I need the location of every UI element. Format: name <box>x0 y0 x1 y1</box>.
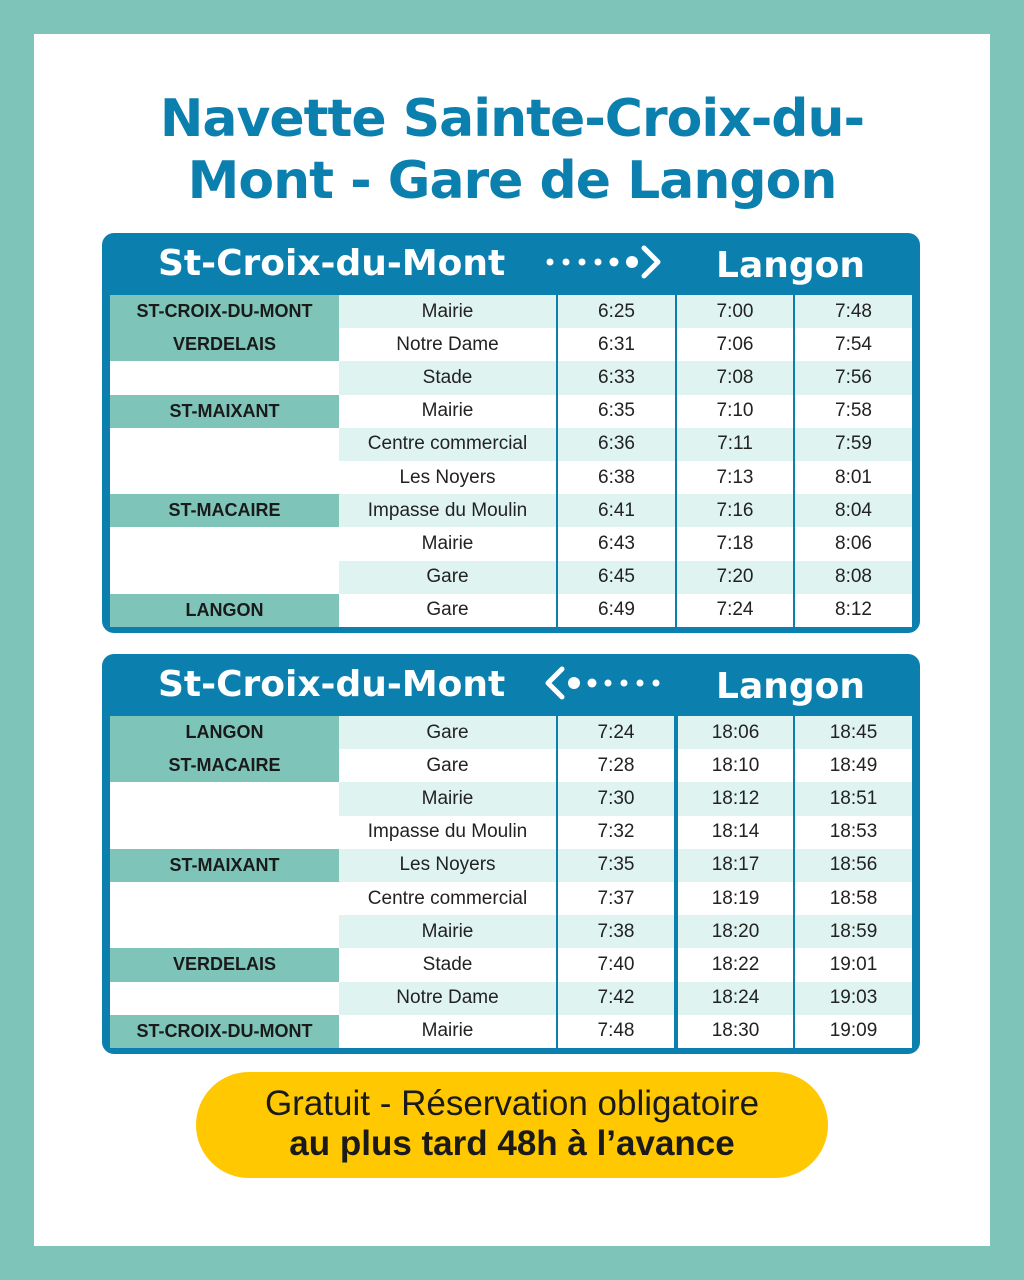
time-cell: 7:48 <box>557 1015 676 1048</box>
outbound-table <box>110 295 912 627</box>
time-cell: 7:16 <box>676 494 794 527</box>
time-cell: 18:59 <box>794 915 912 948</box>
return-timetable <box>102 654 920 1054</box>
time-cell: 18:51 <box>794 782 912 815</box>
time-cell: 7:28 <box>557 749 676 782</box>
town-cell <box>110 982 339 1015</box>
poster-card <box>34 34 990 1246</box>
reservation-banner <box>196 1072 828 1178</box>
stop-cell: Mairie <box>339 915 557 948</box>
time-cell: 6:45 <box>557 561 676 594</box>
time-cell: 19:01 <box>794 948 912 981</box>
time-cell: 18:58 <box>794 882 912 915</box>
table-row <box>110 816 912 849</box>
table-row <box>110 428 912 461</box>
table-row <box>110 982 912 1015</box>
time-cell: 8:08 <box>794 561 912 594</box>
table-row <box>110 749 912 782</box>
time-cell: 7:40 <box>557 948 676 981</box>
table-row <box>110 295 912 328</box>
time-cell: 18:12 <box>676 782 794 815</box>
title-line-1: Navette Sainte-Croix-du- <box>159 89 865 149</box>
town-cell: ST-MACAIRE <box>110 494 339 527</box>
time-cell: 18:14 <box>676 816 794 849</box>
time-cell: 6:41 <box>557 494 676 527</box>
table-row <box>110 494 912 527</box>
stop-cell: Les Noyers <box>339 461 557 494</box>
time-cell: 18:22 <box>676 948 794 981</box>
stop-cell: Notre Dame <box>339 328 557 361</box>
time-cell: 18:17 <box>676 849 794 882</box>
town-cell: ST-CROIX-DU-MONT <box>110 295 339 328</box>
time-cell: 8:06 <box>794 527 912 560</box>
time-cell: 18:06 <box>676 716 794 749</box>
title-line-2: Mont - Gare de Langon <box>187 151 837 211</box>
town-cell <box>110 816 339 849</box>
dotted-arrow-left-icon <box>542 666 672 700</box>
time-cell: 7:37 <box>557 882 676 915</box>
town-cell <box>110 428 339 461</box>
table-row <box>110 849 912 882</box>
time-cell: 7:54 <box>794 328 912 361</box>
return-table <box>110 716 912 1048</box>
time-cell: 18:10 <box>676 749 794 782</box>
town-cell: VERDELAIS <box>110 948 339 981</box>
town-cell: ST-MAIXANT <box>110 849 339 882</box>
time-cell: 6:25 <box>557 295 676 328</box>
time-cell: 7:24 <box>676 594 794 627</box>
time-cell: 6:35 <box>557 395 676 428</box>
time-cell: 7:35 <box>557 849 676 882</box>
stop-cell: Centre commercial <box>339 428 557 461</box>
table-row <box>110 882 912 915</box>
town-cell <box>110 882 339 915</box>
return-origin: Langon <box>716 666 865 707</box>
stop-cell: Stade <box>339 361 557 394</box>
outbound-header <box>102 233 920 295</box>
table-row <box>110 948 912 981</box>
table-row <box>110 594 912 627</box>
stop-cell: Mairie <box>339 527 557 560</box>
time-cell: 6:33 <box>557 361 676 394</box>
stop-cell: Notre Dame <box>339 982 557 1015</box>
stop-cell: Mairie <box>339 1015 557 1048</box>
time-cell: 18:49 <box>794 749 912 782</box>
time-cell: 6:43 <box>557 527 676 560</box>
time-cell: 18:30 <box>676 1015 794 1048</box>
time-cell: 7:20 <box>676 561 794 594</box>
time-cell: 7:00 <box>676 295 794 328</box>
time-cell: 7:08 <box>676 361 794 394</box>
time-cell: 7:30 <box>557 782 676 815</box>
time-cell: 7:24 <box>557 716 676 749</box>
time-cell: 8:12 <box>794 594 912 627</box>
time-cell: 18:19 <box>676 882 794 915</box>
time-cell: 7:59 <box>794 428 912 461</box>
table-row <box>110 561 912 594</box>
outbound-timetable <box>102 233 920 633</box>
table-row <box>110 716 912 749</box>
table-row <box>110 461 912 494</box>
time-cell: 18:20 <box>676 915 794 948</box>
page-title <box>0 88 1024 212</box>
table-row <box>110 782 912 815</box>
outbound-origin: St-Croix-du-Mont <box>158 243 506 284</box>
stop-cell: Centre commercial <box>339 882 557 915</box>
banner-line-1: Gratuit - Réservation obligatoire <box>264 1084 760 1123</box>
town-cell <box>110 915 339 948</box>
town-cell: LANGON <box>110 716 339 749</box>
time-cell: 7:42 <box>557 982 676 1015</box>
table-row <box>110 328 912 361</box>
time-cell: 18:45 <box>794 716 912 749</box>
town-cell <box>110 461 339 494</box>
town-cell <box>110 527 339 560</box>
town-cell <box>110 361 339 394</box>
stop-cell: Stade <box>339 948 557 981</box>
time-cell: 7:32 <box>557 816 676 849</box>
time-cell: 6:31 <box>557 328 676 361</box>
time-cell: 7:18 <box>676 527 794 560</box>
town-cell <box>110 782 339 815</box>
time-cell: 6:38 <box>557 461 676 494</box>
time-cell: 18:56 <box>794 849 912 882</box>
time-cell: 8:04 <box>794 494 912 527</box>
table-row <box>110 395 912 428</box>
time-cell: 7:38 <box>557 915 676 948</box>
time-cell: 7:56 <box>794 361 912 394</box>
time-cell: 7:58 <box>794 395 912 428</box>
dotted-arrow-right-icon <box>542 245 672 279</box>
time-cell: 6:36 <box>557 428 676 461</box>
stop-cell: Les Noyers <box>339 849 557 882</box>
banner-line-2: au plus tard 48h à l’avance <box>289 1124 735 1163</box>
table-row <box>110 361 912 394</box>
time-cell: 7:13 <box>676 461 794 494</box>
time-cell: 19:03 <box>794 982 912 1015</box>
time-cell: 7:06 <box>676 328 794 361</box>
stop-cell: Mairie <box>339 782 557 815</box>
stop-cell: Impasse du Moulin <box>339 494 557 527</box>
table-row <box>110 1015 912 1048</box>
stop-cell: Gare <box>339 716 557 749</box>
time-cell: 7:10 <box>676 395 794 428</box>
stop-cell: Gare <box>339 561 557 594</box>
time-cell: 18:53 <box>794 816 912 849</box>
return-destination: St-Croix-du-Mont <box>158 664 506 705</box>
town-cell <box>110 561 339 594</box>
stop-cell: Mairie <box>339 395 557 428</box>
table-row <box>110 527 912 560</box>
stop-cell: Gare <box>339 749 557 782</box>
time-cell: 7:11 <box>676 428 794 461</box>
time-cell: 8:01 <box>794 461 912 494</box>
time-cell: 18:24 <box>676 982 794 1015</box>
town-cell: LANGON <box>110 594 339 627</box>
stop-cell: Mairie <box>339 295 557 328</box>
time-cell: 19:09 <box>794 1015 912 1048</box>
table-row <box>110 915 912 948</box>
town-cell: VERDELAIS <box>110 328 339 361</box>
outbound-destination: Langon <box>716 245 865 286</box>
town-cell: ST-CROIX-DU-MONT <box>110 1015 339 1048</box>
time-cell: 6:49 <box>557 594 676 627</box>
stop-cell: Gare <box>339 594 557 627</box>
town-cell: ST-MAIXANT <box>110 395 339 428</box>
time-cell: 7:48 <box>794 295 912 328</box>
stop-cell: Impasse du Moulin <box>339 816 557 849</box>
town-cell: ST-MACAIRE <box>110 749 339 782</box>
return-header <box>102 654 920 716</box>
